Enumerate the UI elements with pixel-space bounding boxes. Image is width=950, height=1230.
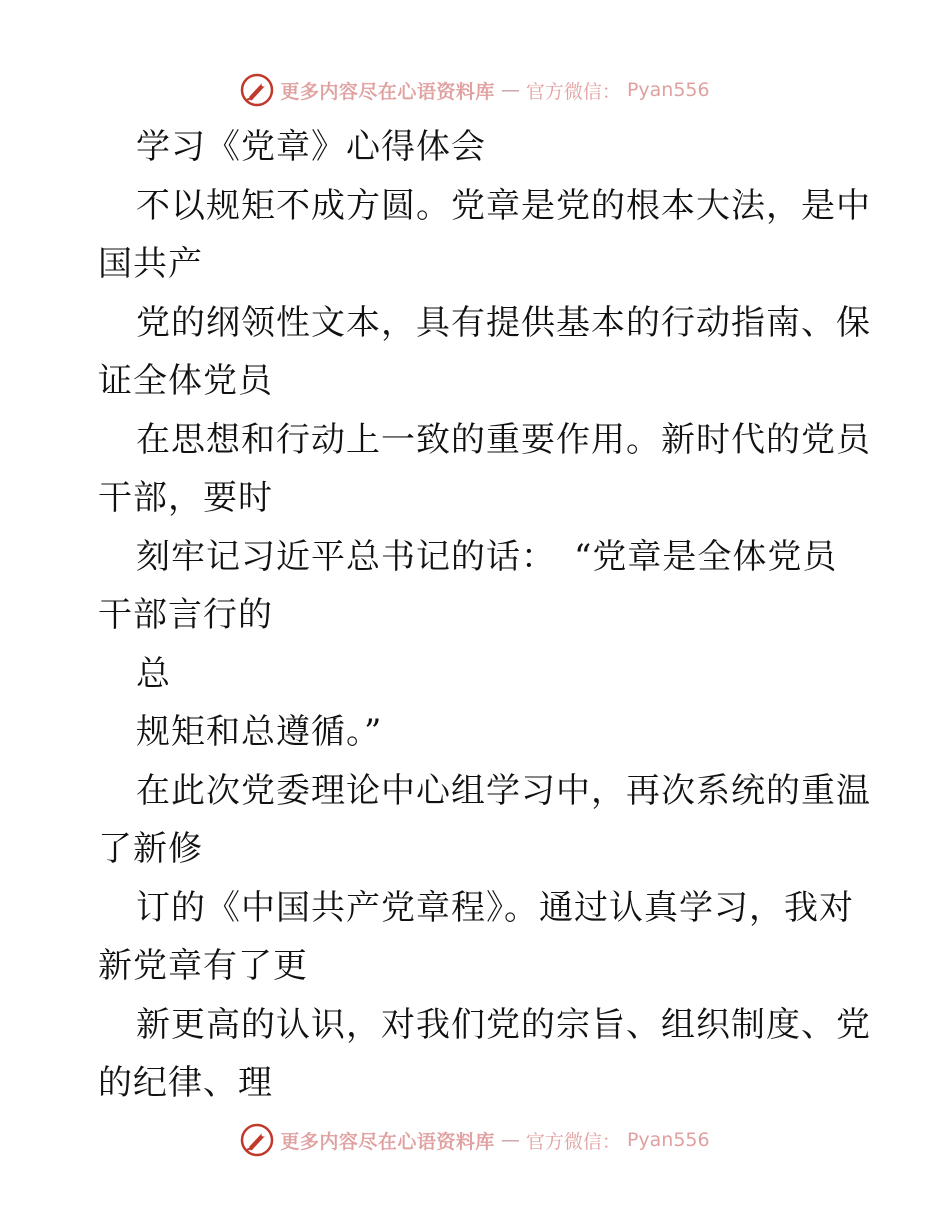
paragraph-line: 的纪律、理 (98, 1063, 273, 1103)
document-body (98, 118, 871, 1113)
paragraph-line: 不以规矩不成方圆。党章是党的根本大法，是中 (136, 185, 871, 226)
banner-wechat-id: Pyan556 (626, 79, 710, 101)
paragraph-line: 新更高的认识，对我们党的宗旨、组织制度、党 (136, 1004, 871, 1045)
paragraph-line: 党的纲领性文本，具有提供基本的行动指南、保 (136, 302, 871, 343)
paragraph-line: 在思想和行动上一致的重要作用。新时代的党员 (136, 419, 871, 460)
paragraph-line: 新党章有了更 (98, 946, 308, 986)
paragraph-line: 刻牢记习近平总书记的话： “党章是全体党员 (136, 536, 838, 577)
banner-wechat-label: 官方微信： (525, 1130, 621, 1153)
paragraph-line: 订的《中国共产党章程》。通过认真学习，我对 (136, 887, 854, 928)
paragraph-line: 在此次党委理论中心组学习中，再次系统的重温 (136, 770, 871, 811)
paragraph-line: 国共产 (98, 244, 203, 284)
document-title: 学习《党章》心得体会 (136, 127, 486, 167)
paragraph-line: 干部，要时 (98, 478, 273, 518)
paragraph-line: 干部言行的 (98, 595, 273, 635)
banner-wechat-label: 官方微信： (525, 80, 621, 103)
paragraph-line: 证全体党员 (98, 361, 273, 401)
paragraph-line: 规矩和总遵循。” (136, 712, 383, 752)
banner-separator: — (500, 79, 520, 101)
footer-watermark-banner (0, 1120, 950, 1160)
pen-nib-logo-icon (240, 1123, 274, 1157)
banner-text: 更多内容尽在心语资料库 (280, 1130, 495, 1153)
header-watermark-banner (0, 70, 950, 110)
paragraph-line: 了新修 (98, 829, 203, 869)
pen-nib-logo-icon (240, 73, 274, 107)
banner-text: 更多内容尽在心语资料库 (280, 80, 495, 103)
banner-wechat-id: Pyan556 (626, 1129, 710, 1151)
paragraph-line: 总 (136, 653, 171, 694)
banner-separator: — (500, 1129, 520, 1151)
